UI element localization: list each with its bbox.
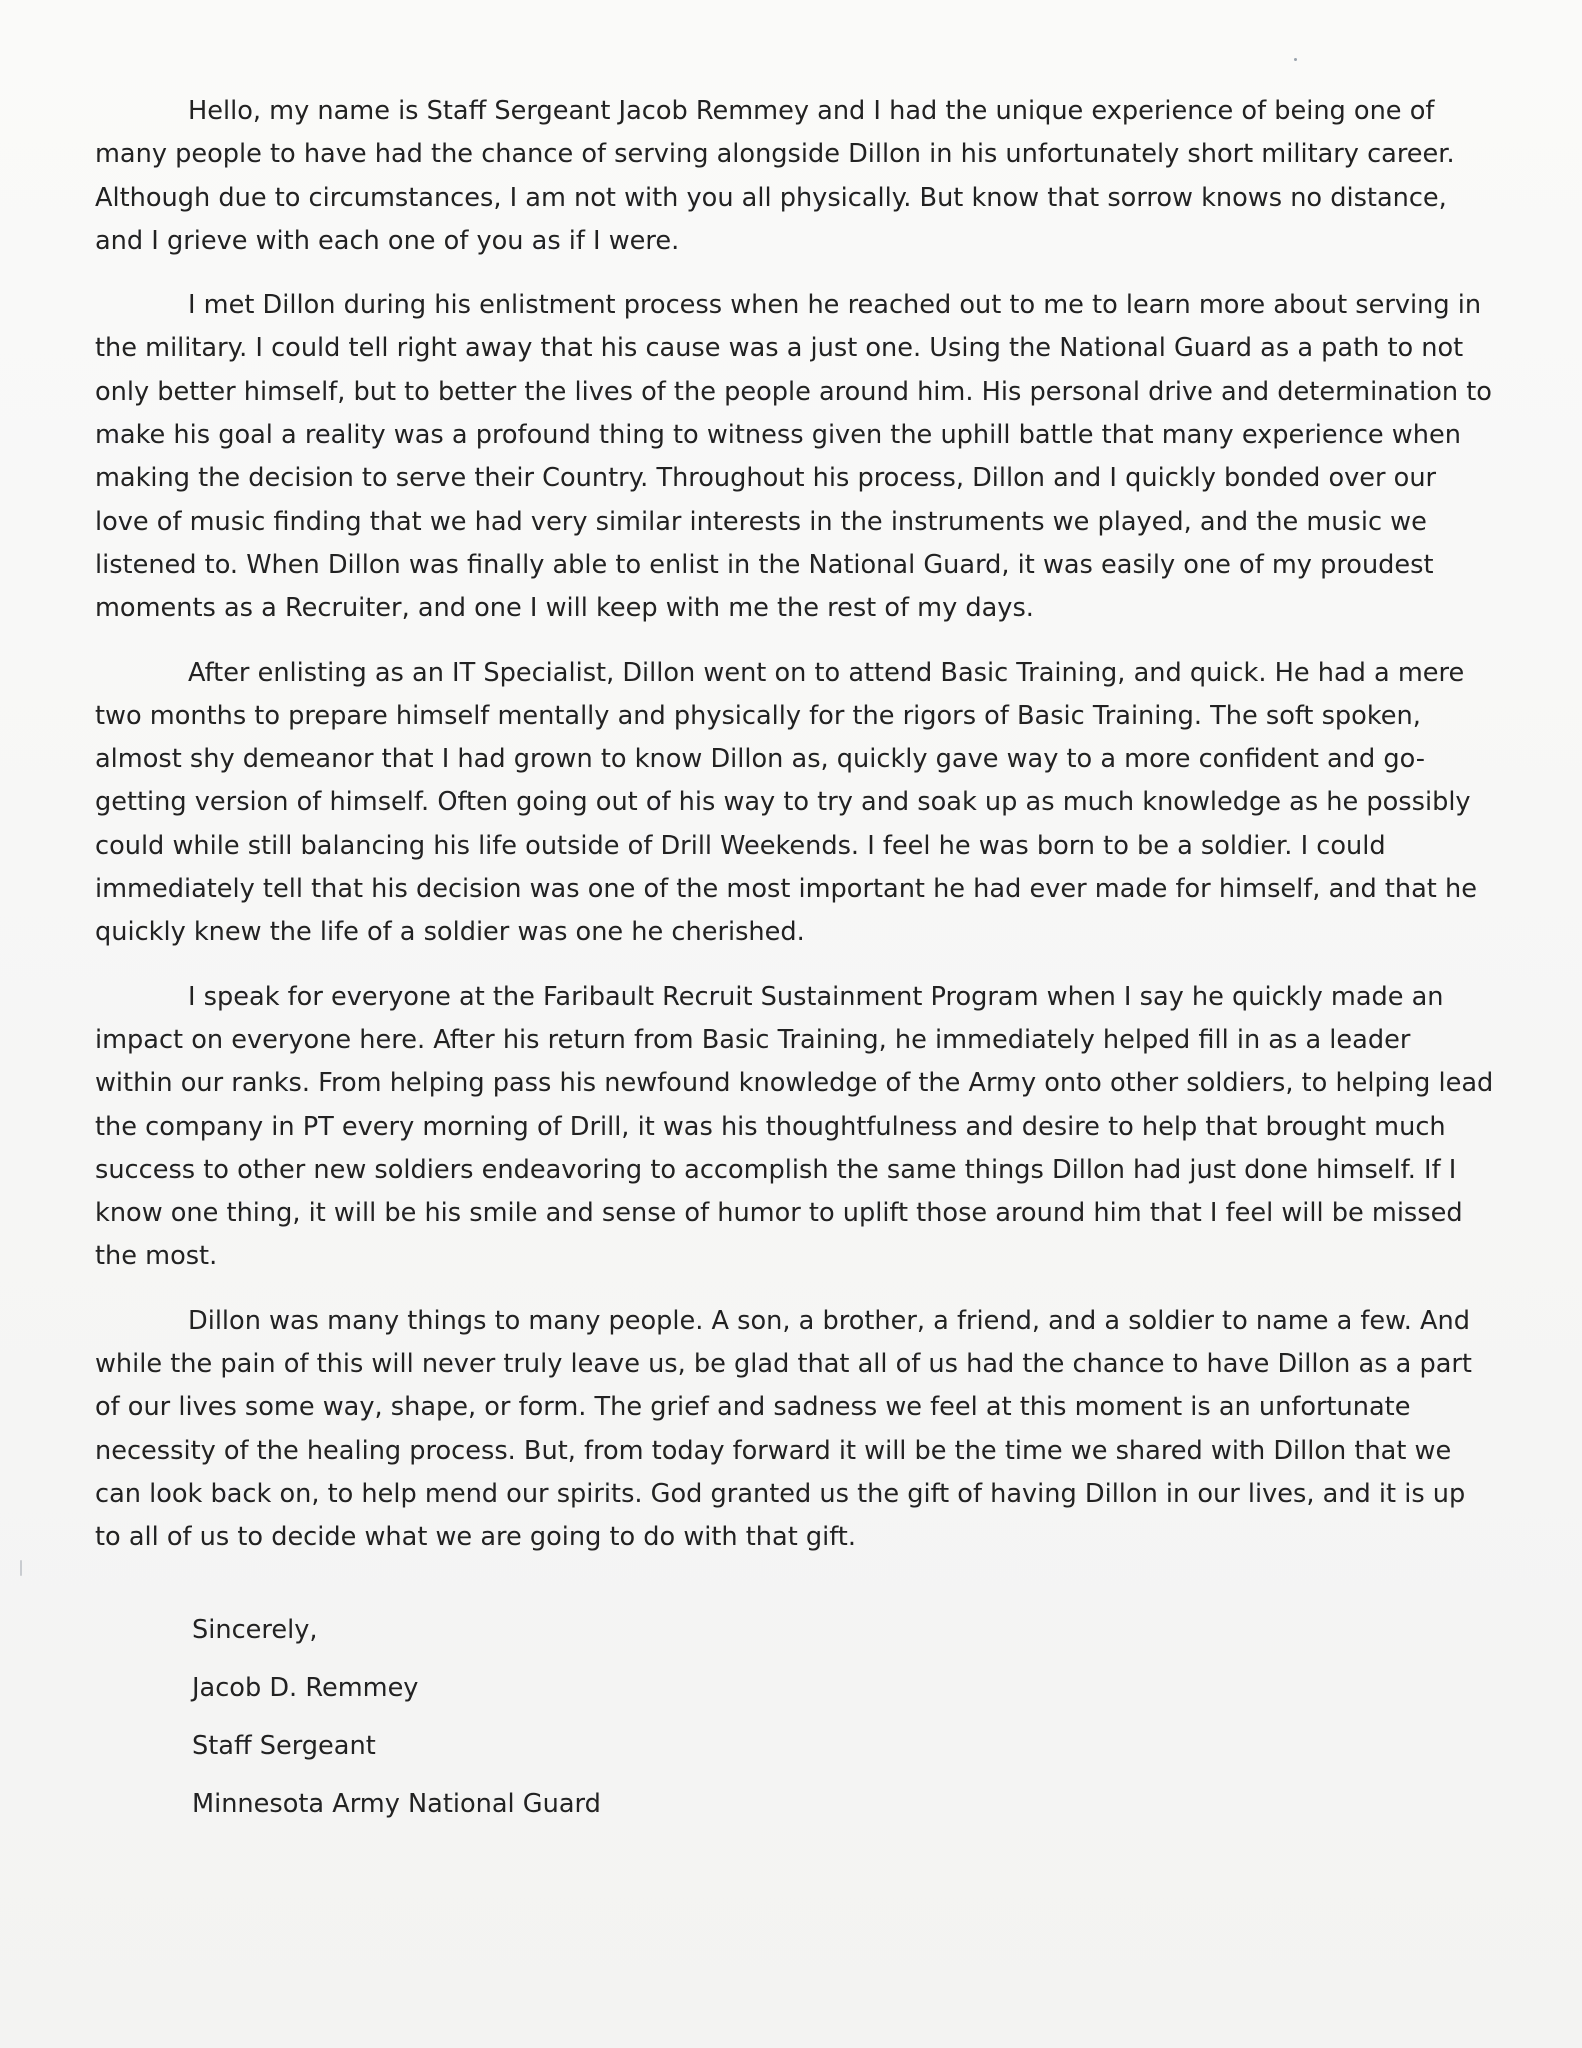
paragraph-introduction: Hello, my name is Staff Sergeant Jacob Remmey and I had the unique experience of being one of many people to have had the chance of serving alongside Dillon in his unfortunately short military career. Although due to circumstances, I am not with you all physically. But know that sorrow knows no distance, and I grieve with each one of you as if I were. [95, 96, 1455, 256]
signer-rank: Staff Sergeant [192, 1731, 376, 1761]
scan-speck [1294, 58, 1297, 61]
signer-unit: Minnesota Army National Guard [192, 1789, 601, 1819]
paragraph-impact: I speak for everyone at the Faribault Recruit Sustainment Program when I say he quickly made an impact on everyone here. After his return from Basic Training, he immediately helped fill in as a leader within our ranks. From helping pass his newfound knowledge of the Army onto other soldiers, to helping lead the company in PT every morning of Drill, it was his thoughtfulness and desire to help that brought much success to other new soldiers endeavoring to accomplish the same things Dillon had just done himself. If I know one thing, it will be his smile and sense of humor to uplift those around him that I feel will be missed the most. [95, 981, 1494, 1272]
salutation: Sincerely, [192, 1615, 318, 1645]
paragraph-enlistment: I met Dillon during his enlistment process when he reached out to me to learn more about serving in the military. I could tell right away that his cause was a just one. Using the National Guard as a path to not only better himself, but to better the lives of the people around him. His personal drive and determination to make his goal a reality was a profound thing to witness given the uphill battle that many experience when making the decision to serve their Country. Throughout his process, Dillon and I quickly bonded over our love of music finding that we had very similar interests in the instruments we played, and the music we listened to. When Dillon was finally able to enlist in the National Guard, it was easily one of my proudest moments as a Recruiter, and one I will keep with me the rest of my days. [95, 290, 1492, 624]
signer-name: Jacob D. Remmey [192, 1673, 419, 1703]
scan-speck [20, 1560, 22, 1576]
signature-block [192, 1610, 601, 1842]
paragraph-closing-thoughts: Dillon was many things to many people. A son, a brother, a friend, and a soldier to name a few. And while the pain of this will never truly leave us, be glad that all of us had the chance to have Dillon as a part of our lives some way, shape, or form. The grief and sadness we feel at this moment is an unfortunate necessity of the healing process. But, from today forward it will be the time we shared with Dillon that we can look back on, to help mend our spirits. God granted us the gift of having Dillon in our lives, and it is up to all of us to decide what we are going to do with that gift. [95, 1305, 1472, 1553]
letter-body [95, 90, 1495, 1581]
paragraph-basic-training: After enlisting as an IT Specialist, Dillon went on to attend Basic Training, and quick. He had a mere two months to prepare himself mentally and physically for the rigors of Basic Training. The soft spoken, almost shy demeanor that I had grown to know Dillon as, quickly gave way to a more confident and go-getting version of himself. Often going out of his way to try and soak up as much knowledge as he possibly could while still balancing his life outside of Drill Weekends. I feel he was born to be a soldier. I could immediately tell that his decision was one of the most important he had ever made for himself, and that he quickly knew the life of a soldier was one he cherished. [95, 657, 1477, 948]
